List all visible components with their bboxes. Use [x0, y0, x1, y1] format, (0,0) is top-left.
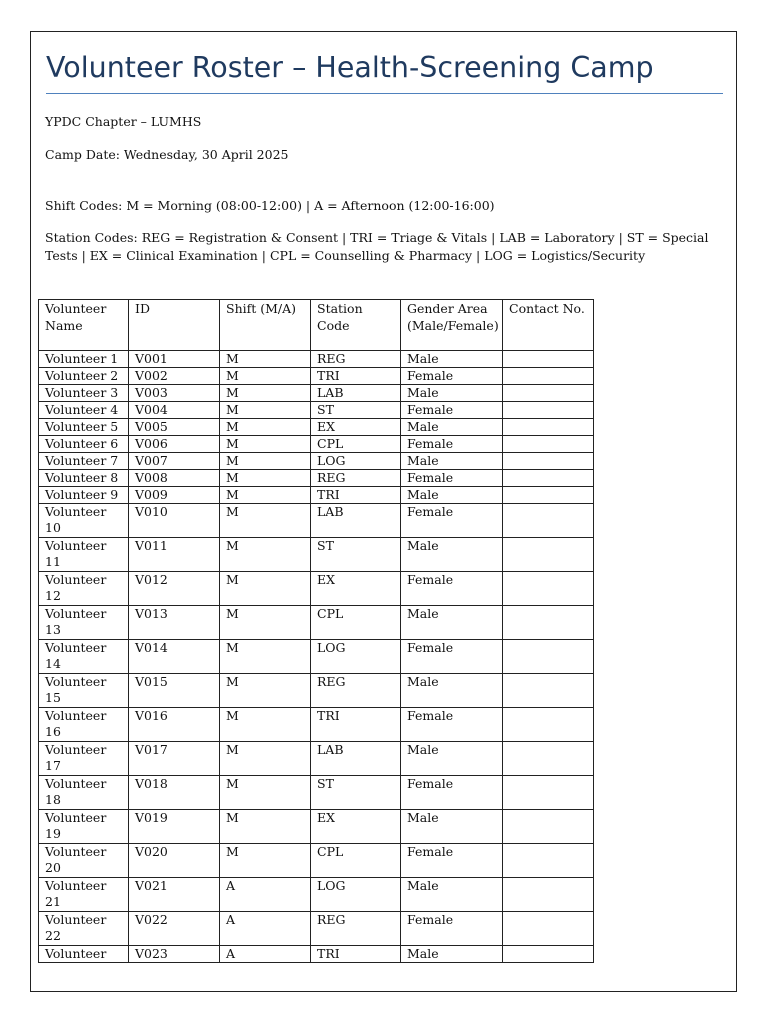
cell-gender-area: Female	[401, 402, 503, 419]
cell-volunteer-name: Volunteer 1	[39, 351, 129, 368]
header-id: ID	[129, 300, 220, 351]
table-row	[39, 674, 594, 708]
volunteer-roster-table	[38, 299, 594, 963]
cell-shift: M	[220, 470, 311, 487]
cell-contact-no	[503, 504, 594, 538]
cell-station-code: CPL	[311, 436, 401, 453]
cell-station-code: LOG	[311, 453, 401, 470]
table-row	[39, 436, 594, 453]
cell-id: V016	[129, 708, 220, 742]
chapter-line: YPDC Chapter – LUMHS	[45, 114, 202, 129]
cell-id: V019	[129, 810, 220, 844]
cell-shift: M	[220, 368, 311, 385]
table-row	[39, 368, 594, 385]
table-row	[39, 538, 594, 572]
cell-gender-area: Female	[401, 368, 503, 385]
cell-shift: M	[220, 674, 311, 708]
table-row	[39, 912, 594, 946]
cell-volunteer-name: Volunteer 21	[39, 878, 129, 912]
cell-gender-area: Male	[401, 453, 503, 470]
cell-contact-no	[503, 878, 594, 912]
cell-station-code: LAB	[311, 385, 401, 402]
cell-contact-no	[503, 487, 594, 504]
cell-gender-area: Female	[401, 844, 503, 878]
cell-contact-no	[503, 776, 594, 810]
cell-contact-no	[503, 572, 594, 606]
cell-shift: M	[220, 572, 311, 606]
header-volunteer-name: Volunteer Name	[39, 300, 129, 351]
cell-shift: M	[220, 385, 311, 402]
cell-station-code: ST	[311, 776, 401, 810]
cell-id: V009	[129, 487, 220, 504]
cell-station-code: TRI	[311, 946, 401, 963]
cell-station-code: CPL	[311, 606, 401, 640]
cell-station-code: TRI	[311, 708, 401, 742]
cell-id: V018	[129, 776, 220, 810]
cell-shift: M	[220, 504, 311, 538]
cell-contact-no	[503, 640, 594, 674]
cell-gender-area: Female	[401, 708, 503, 742]
cell-shift: M	[220, 402, 311, 419]
cell-gender-area: Female	[401, 470, 503, 487]
cell-station-code: REG	[311, 912, 401, 946]
cell-volunteer-name: Volunteer 13	[39, 606, 129, 640]
cell-station-code: EX	[311, 572, 401, 606]
cell-gender-area: Female	[401, 504, 503, 538]
cell-shift: M	[220, 776, 311, 810]
cell-shift: M	[220, 708, 311, 742]
cell-volunteer-name: Volunteer 6	[39, 436, 129, 453]
cell-shift: A	[220, 878, 311, 912]
cell-id: V012	[129, 572, 220, 606]
cell-volunteer-name: Volunteer 22	[39, 912, 129, 946]
cell-gender-area: Female	[401, 572, 503, 606]
cell-shift: M	[220, 436, 311, 453]
camp-date-line: Camp Date: Wednesday, 30 April 2025	[45, 147, 289, 162]
cell-station-code: TRI	[311, 487, 401, 504]
table-row	[39, 453, 594, 470]
cell-volunteer-name: Volunteer 3	[39, 385, 129, 402]
header-gender-area: Gender Area (Male/Female)	[401, 300, 503, 351]
cell-id: V023	[129, 946, 220, 963]
cell-station-code: CPL	[311, 844, 401, 878]
cell-gender-area: Male	[401, 538, 503, 572]
header-contact-no: Contact No.	[503, 300, 594, 351]
cell-volunteer-name: Volunteer 4	[39, 402, 129, 419]
cell-shift: M	[220, 606, 311, 640]
cell-id: V017	[129, 742, 220, 776]
table-row	[39, 402, 594, 419]
cell-shift: M	[220, 453, 311, 470]
cell-shift: M	[220, 351, 311, 368]
cell-gender-area: Male	[401, 878, 503, 912]
cell-volunteer-name: Volunteer 9	[39, 487, 129, 504]
table-row	[39, 946, 594, 963]
cell-gender-area: Male	[401, 351, 503, 368]
cell-contact-no	[503, 912, 594, 946]
cell-station-code: REG	[311, 351, 401, 368]
cell-contact-no	[503, 742, 594, 776]
cell-id: V015	[129, 674, 220, 708]
cell-volunteer-name: Volunteer 18	[39, 776, 129, 810]
table-row	[39, 487, 594, 504]
table-row	[39, 351, 594, 368]
cell-volunteer-name: Volunteer 15	[39, 674, 129, 708]
cell-id: V003	[129, 385, 220, 402]
cell-contact-no	[503, 470, 594, 487]
cell-id: V002	[129, 368, 220, 385]
cell-station-code: LOG	[311, 640, 401, 674]
cell-gender-area: Male	[401, 674, 503, 708]
cell-station-code: ST	[311, 538, 401, 572]
cell-station-code: EX	[311, 810, 401, 844]
cell-shift: M	[220, 810, 311, 844]
cell-id: V005	[129, 419, 220, 436]
cell-station-code: TRI	[311, 368, 401, 385]
table-row	[39, 572, 594, 606]
cell-id: V008	[129, 470, 220, 487]
cell-gender-area: Male	[401, 385, 503, 402]
cell-contact-no	[503, 538, 594, 572]
cell-volunteer-name: Volunteer 2	[39, 368, 129, 385]
cell-station-code: ST	[311, 402, 401, 419]
cell-shift: M	[220, 844, 311, 878]
table-body	[39, 351, 594, 963]
cell-gender-area: Male	[401, 810, 503, 844]
cell-volunteer-name: Volunteer 8	[39, 470, 129, 487]
cell-id: V007	[129, 453, 220, 470]
cell-id: V006	[129, 436, 220, 453]
cell-contact-no	[503, 402, 594, 419]
document-title: Volunteer Roster – Health-Screening Camp	[46, 51, 654, 84]
cell-gender-area: Male	[401, 419, 503, 436]
table-row	[39, 470, 594, 487]
cell-volunteer-name: Volunteer 14	[39, 640, 129, 674]
table-row	[39, 606, 594, 640]
cell-gender-area: Male	[401, 606, 503, 640]
cell-shift: M	[220, 419, 311, 436]
table-row	[39, 776, 594, 810]
table-row	[39, 504, 594, 538]
cell-station-code: REG	[311, 674, 401, 708]
cell-shift: M	[220, 640, 311, 674]
cell-id: V022	[129, 912, 220, 946]
cell-contact-no	[503, 606, 594, 640]
cell-gender-area: Female	[401, 912, 503, 946]
cell-volunteer-name: Volunteer 20	[39, 844, 129, 878]
cell-gender-area: Male	[401, 487, 503, 504]
cell-shift: A	[220, 946, 311, 963]
cell-id: V011	[129, 538, 220, 572]
cell-gender-area: Female	[401, 436, 503, 453]
cell-contact-no	[503, 419, 594, 436]
cell-volunteer-name: Volunteer 12	[39, 572, 129, 606]
cell-station-code: LOG	[311, 878, 401, 912]
cell-contact-no	[503, 436, 594, 453]
table-row	[39, 810, 594, 844]
table-row	[39, 708, 594, 742]
cell-id: V010	[129, 504, 220, 538]
cell-contact-no	[503, 453, 594, 470]
cell-id: V014	[129, 640, 220, 674]
cell-contact-no	[503, 385, 594, 402]
cell-contact-no	[503, 368, 594, 385]
station-codes-line: Station Codes: REG = Registration & Consent | TRI = Triage & Vitals | LAB = Laboratory | ST = Special Tests | EX = Clinical Examination | CPL = Counselling & Pharmacy | LOG = Logistics/Security	[45, 230, 709, 263]
table-header-row	[39, 300, 594, 351]
cell-contact-no	[503, 351, 594, 368]
cell-station-code: LAB	[311, 504, 401, 538]
cell-volunteer-name: Volunteer	[39, 946, 129, 963]
table-row	[39, 742, 594, 776]
cell-shift: M	[220, 742, 311, 776]
cell-gender-area: Female	[401, 776, 503, 810]
cell-volunteer-name: Volunteer 11	[39, 538, 129, 572]
cell-contact-no	[503, 810, 594, 844]
cell-contact-no	[503, 844, 594, 878]
title-underline	[46, 93, 723, 94]
cell-id: V001	[129, 351, 220, 368]
table-row	[39, 385, 594, 402]
cell-gender-area: Female	[401, 640, 503, 674]
cell-volunteer-name: Volunteer 5	[39, 419, 129, 436]
cell-shift: M	[220, 538, 311, 572]
cell-id: V021	[129, 878, 220, 912]
cell-volunteer-name: Volunteer 7	[39, 453, 129, 470]
cell-volunteer-name: Volunteer 17	[39, 742, 129, 776]
shift-codes-line: Shift Codes: M = Morning (08:00-12:00) | A = Afternoon (12:00-16:00)	[45, 198, 495, 213]
header-shift: Shift (M/A)	[220, 300, 311, 351]
cell-contact-no	[503, 946, 594, 963]
table-row	[39, 419, 594, 436]
cell-volunteer-name: Volunteer 10	[39, 504, 129, 538]
cell-shift: M	[220, 487, 311, 504]
cell-id: V004	[129, 402, 220, 419]
table-row	[39, 878, 594, 912]
cell-id: V020	[129, 844, 220, 878]
header-station-code: Station Code	[311, 300, 401, 351]
cell-volunteer-name: Volunteer 16	[39, 708, 129, 742]
cell-station-code: LAB	[311, 742, 401, 776]
table-row	[39, 640, 594, 674]
cell-gender-area: Male	[401, 946, 503, 963]
table-row	[39, 844, 594, 878]
cell-station-code: REG	[311, 470, 401, 487]
cell-station-code: EX	[311, 419, 401, 436]
cell-volunteer-name: Volunteer 19	[39, 810, 129, 844]
cell-contact-no	[503, 674, 594, 708]
cell-contact-no	[503, 708, 594, 742]
cell-gender-area: Male	[401, 742, 503, 776]
cell-id: V013	[129, 606, 220, 640]
cell-shift: A	[220, 912, 311, 946]
